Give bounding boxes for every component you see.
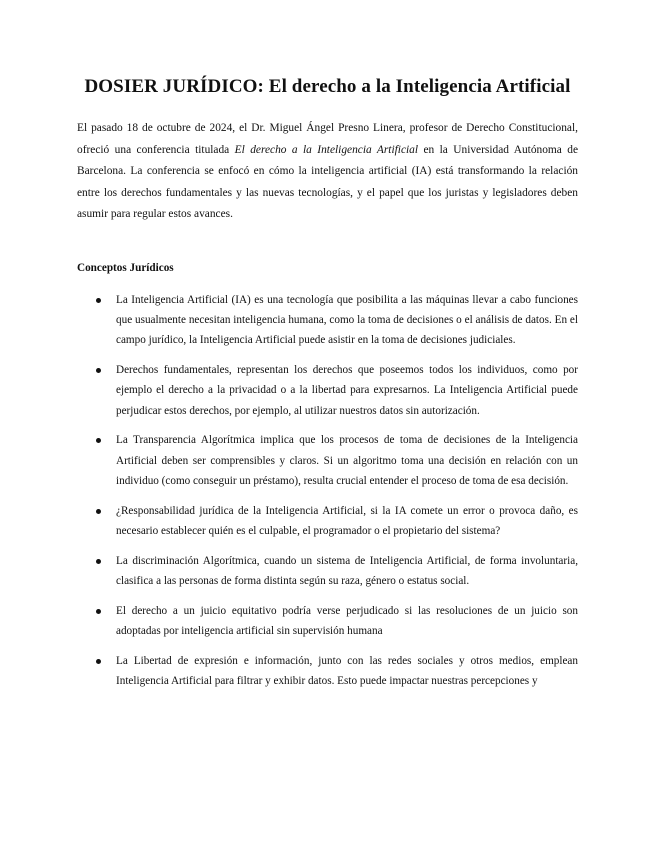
list-item-text: La Inteligencia Artificial (IA) es una tecnología que posibilita a las máquinas llevar a cabo funciones que usualmente necesitan inteligencia humana, como la toma de decisiones o el análisis de datos. En el campo jurídico, la Inteligencia Artificial puede asistir en la toma de decisiones judiciales. bbox=[116, 294, 578, 347]
list-item-text: El derecho a un juicio equitativo podría verse perjudicado si las resoluciones de un juicio son adoptadas por inteligencia artificial sin supervisión humana bbox=[116, 604, 578, 637]
bullet-icon bbox=[96, 438, 101, 443]
list-item bbox=[77, 430, 578, 491]
list-item-text: La Libertad de expresión e información, junto con las redes sociales y otros medios, emplean Inteligencia Artificial para filtrar y exhibir datos. Esto puede impactar nuestras percepciones y bbox=[116, 654, 578, 687]
list-item-text: Derechos fundamentales, representan los derechos que poseemos todos los individuos, como por ejemplo el derecho a la privacidad o a la libertad para expresarnos. La Inteligencia Artificial puede perjudicar estos derechos, por ejemplo, al utilizar nuestros datos sin autorización. bbox=[116, 364, 578, 417]
list-item bbox=[77, 360, 578, 421]
list-item bbox=[77, 651, 578, 691]
section-heading: Conceptos Jurídicos bbox=[77, 262, 174, 274]
list-item bbox=[77, 551, 578, 591]
list-item bbox=[77, 601, 578, 641]
list-item bbox=[77, 290, 578, 351]
bullet-icon bbox=[96, 659, 101, 664]
bullet-icon bbox=[96, 509, 101, 514]
concepts-list bbox=[77, 290, 578, 701]
bullet-icon bbox=[96, 368, 101, 373]
list-item bbox=[77, 501, 578, 541]
intro-text-start: El pasado 18 de octubre de 2024, el Dr. Miguel Ángel Presno Linera, profesor de Derecho Constitucional, ofreció una conferencia titulada bbox=[77, 122, 578, 156]
bullet-icon bbox=[96, 609, 101, 614]
intro-paragraph bbox=[77, 118, 578, 226]
bullet-icon bbox=[96, 298, 101, 303]
list-item-text: La discriminación Algorítmica, cuando un sistema de Inteligencia Artificial, de forma involuntaria, clasifica a las personas de forma distinta según su raza, género o estatus social. bbox=[116, 554, 578, 587]
list-item-text: La Transparencia Algorítmica implica que los procesos de toma de decisiones de la Inteligencia Artificial deben ser comprensibles y claros. Si un algoritmo toma una decisión en relación con un individuo (como conseguir un préstamo), resulta crucial entender el proceso de toma de esa decisión. bbox=[116, 434, 578, 487]
document-title: DOSIER JURÍDICO: El derecho a la Inteligencia Artificial bbox=[84, 76, 571, 97]
list-item-text: ¿Responsabilidad jurídica de la Inteligencia Artificial, si la IA comete un error o provoca daño, es necesario establecer quién es el culpable, el programador o el propietario del sistema? bbox=[116, 504, 578, 537]
conference-title: El derecho a la Inteligencia Artificial bbox=[234, 143, 419, 156]
intro-text-end: en la Universidad Autónoma de Barcelona. La conferencia se enfocó en cómo la inteligencia artificial (IA) está transformando la relación entre los derechos fundamentales y las nuevas tecnologías, y el papel que los juristas y legisladores deben asumir para regular estos avances. bbox=[77, 143, 579, 220]
bullet-icon bbox=[96, 559, 101, 564]
